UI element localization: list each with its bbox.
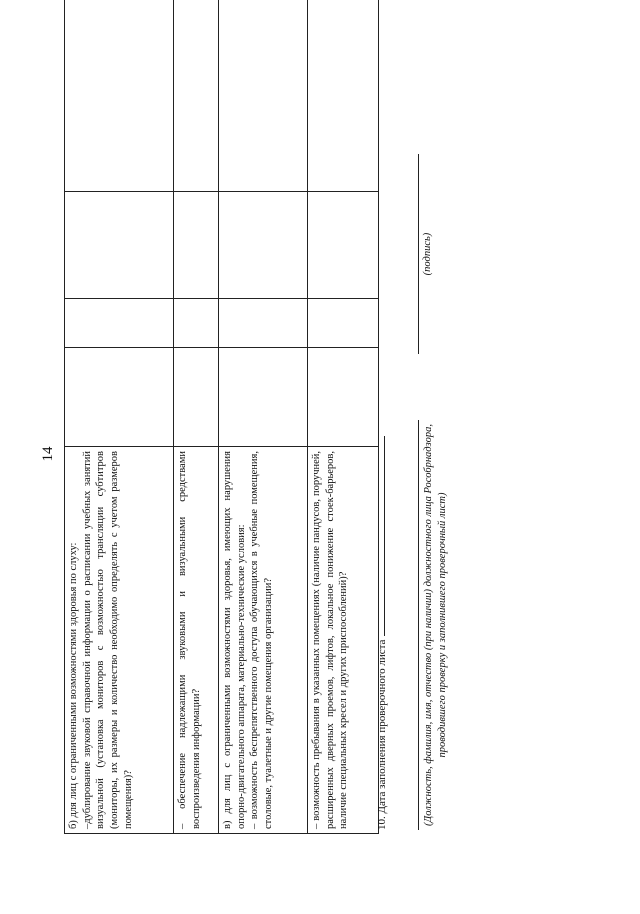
answer-cell (308, 348, 379, 447)
requirement-text: в) для лиц с ограниченными возможностями здоровья, имеющих нарушения опорно-двигательного аппарата, материально-технические условия: (222, 451, 247, 829)
requirement-cell (219, 447, 308, 834)
answer-cell (65, 192, 174, 299)
table-row (219, 0, 308, 834)
reference-cell (219, 0, 308, 192)
answer-cell (219, 299, 308, 348)
page-number: 14 (40, 446, 56, 462)
fill-date-line (374, 436, 385, 636)
requirement-text: – обеспечение надлежащими звуковыми и визуальными средствами воспроизведения информации? (177, 451, 202, 829)
table-row (174, 0, 219, 834)
requirement-cell (308, 447, 379, 834)
answer-cell (219, 192, 308, 299)
table-row (308, 0, 379, 834)
answer-cell (174, 192, 219, 299)
reference-cell (65, 0, 174, 192)
answer-cell (308, 192, 379, 299)
requirement-text: –дублирование звуковой справочной информации о расписании учебных занятий визуальной (установка мониторов с возможностью трансляции субтитров (мониторы, их размеры и количество необходимо определять с учетом размеров помещения)? (81, 451, 134, 829)
requirement-cell (65, 447, 174, 834)
answer-cell (219, 348, 308, 447)
answer-cell (308, 299, 379, 348)
requirement-cell (174, 447, 219, 834)
requirement-text: – возможность беспрепятственного доступа обучающихся в учебные помещения, столовые, туалетные и другие помещения организации? (249, 451, 274, 829)
answer-cell (65, 299, 174, 348)
reference-cell (174, 0, 219, 192)
signature-caption: (подпись) (422, 232, 433, 276)
fill-date-label: 10. Дата заполнения проверочного листа (376, 639, 388, 830)
answer-cell (174, 348, 219, 447)
signatory-caption: (Должность, фамилия, имя, отчество (при наличии) должностного лица Рособрнадзора, проводившего проверку и заполнившего проверочный лист) (423, 424, 449, 826)
requirement-text: – возможность пребывания в указанных помещениях (наличие пандусов, поручней, расширенных дверных проемов, лифтов, локальное понижение стоек-барьеров, наличие специальных кресел и других приспособлений)? (311, 451, 350, 829)
signatory-line (418, 420, 419, 830)
fill-date (374, 436, 388, 830)
checklist-table (64, 0, 379, 834)
reference-cell (308, 0, 379, 192)
answer-cell (174, 299, 219, 348)
answer-cell (65, 348, 174, 447)
requirement-text: б) для лиц с ограниченными возможностями здоровья по слуху: (68, 542, 79, 829)
table-row (65, 0, 174, 834)
signature-line (418, 154, 419, 354)
